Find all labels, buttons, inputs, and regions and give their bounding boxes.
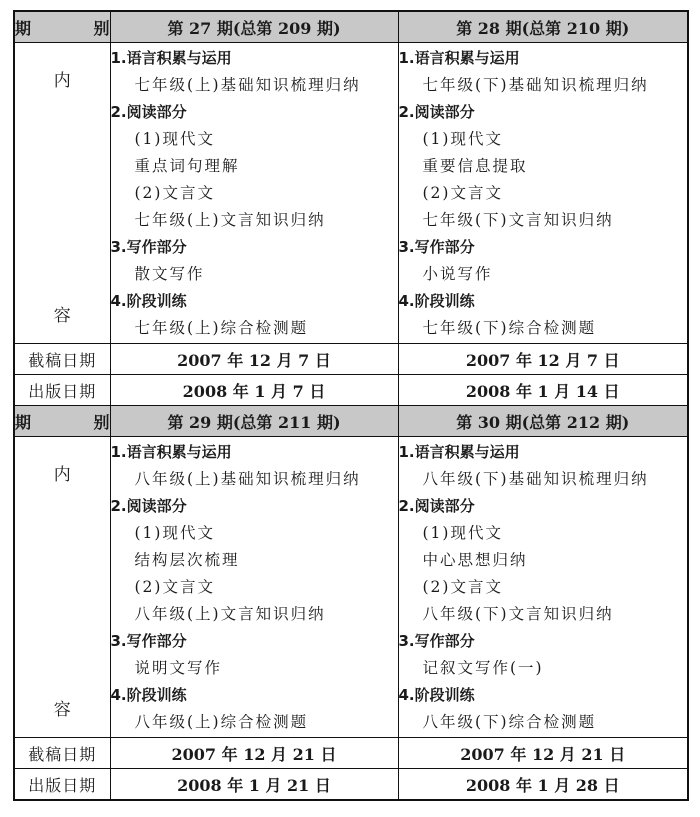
section-heading: 1.语言积累与运用 — [110, 442, 232, 461]
section-heading: 1.语言积累与运用 — [398, 48, 520, 67]
content-label-cell — [14, 43, 110, 344]
section-item: 散文写作 — [134, 264, 205, 283]
content-label — [15, 454, 110, 720]
section-item: 八年级(下)基础知识梳理归纳 — [422, 469, 649, 488]
section-item: (1)现代文 — [422, 129, 503, 148]
content-label — [15, 60, 110, 326]
section-item: 中心思想归纳 — [422, 550, 528, 569]
content-row — [14, 437, 688, 738]
publish-label: 出版日期 — [14, 375, 110, 406]
issue-content — [398, 437, 688, 738]
section-heading: 3.写作部分 — [398, 631, 475, 650]
content-label-top: 内 — [53, 71, 71, 91]
section-heading: 2.阅读部分 — [110, 496, 187, 515]
publish-row — [14, 769, 688, 801]
section-heading: 1.语言积累与运用 — [398, 442, 520, 461]
section-heading: 1.语言积累与运用 — [110, 48, 232, 67]
section-item: 七年级(下)文言知识归纳 — [422, 210, 614, 229]
issue-content — [398, 43, 688, 344]
section-item: 八年级(下)综合检测题 — [422, 712, 597, 731]
schedule-body — [14, 11, 688, 800]
section-item: 七年级(上)综合检测题 — [134, 318, 309, 337]
section-item: 七年级(下)综合检测题 — [422, 318, 597, 337]
section-item: 八年级(上)文言知识归纳 — [134, 604, 326, 623]
content-label-bottom: 容 — [53, 700, 71, 720]
content-label-cell — [14, 437, 110, 738]
section-heading: 4.阶段训练 — [110, 291, 187, 310]
section-item: 八年级(上)综合检测题 — [134, 712, 309, 731]
section-item: (2)文言文 — [134, 577, 215, 596]
section-item: 重点词句理解 — [134, 156, 240, 175]
deadline-date: 2007 年 12 月 7 日 — [398, 344, 688, 375]
section-item: 结构层次梳理 — [134, 550, 240, 569]
period-header-row — [14, 11, 688, 43]
deadline-date: 2007 年 12 月 7 日 — [110, 344, 398, 375]
section-item: (2)文言文 — [422, 183, 503, 202]
section-item: 重要信息提取 — [422, 156, 528, 175]
issue-title: 第 28 期(总第 210 期) — [398, 11, 688, 43]
section-item: (2)文言文 — [422, 577, 503, 596]
section-item: 八年级(下)文言知识归纳 — [422, 604, 614, 623]
issue-title: 第 29 期(总第 211 期) — [110, 406, 398, 437]
section-item: (2)文言文 — [134, 183, 215, 202]
section-item: 说明文写作 — [134, 658, 223, 677]
publish-label: 出版日期 — [14, 769, 110, 801]
deadline-row — [14, 344, 688, 375]
deadline-date: 2007 年 12 月 21 日 — [110, 738, 398, 769]
section-item: 八年级(上)基础知识梳理归纳 — [134, 469, 361, 488]
section-item: 小说写作 — [422, 264, 493, 283]
deadline-label: 截稿日期 — [14, 344, 110, 375]
section-heading: 4.阶段训练 — [110, 685, 187, 704]
section-item: (1)现代文 — [134, 523, 215, 542]
publish-date: 2008 年 1 月 14 日 — [398, 375, 688, 406]
section-item: 七年级(上)基础知识梳理归纳 — [134, 75, 361, 94]
content-row — [14, 43, 688, 344]
section-heading: 2.阅读部分 — [110, 102, 187, 121]
issue-title: 第 27 期(总第 209 期) — [110, 11, 398, 43]
publish-date: 2008 年 1 月 7 日 — [110, 375, 398, 406]
period-label: 期 别 — [14, 11, 110, 43]
section-item: (1)现代文 — [422, 523, 503, 542]
section-heading: 3.写作部分 — [110, 631, 187, 650]
publish-date: 2008 年 1 月 21 日 — [110, 769, 398, 801]
schedule-sheet — [13, 10, 689, 801]
section-item: 七年级(上)文言知识归纳 — [134, 210, 326, 229]
issue-title: 第 30 期(总第 212 期) — [398, 406, 688, 437]
publish-row — [14, 375, 688, 406]
issue-content — [110, 437, 398, 738]
publish-date: 2008 年 1 月 28 日 — [398, 769, 688, 801]
deadline-date: 2007 年 12 月 21 日 — [398, 738, 688, 769]
section-heading: 2.阅读部分 — [398, 102, 475, 121]
period-header-row — [14, 406, 688, 437]
section-heading: 3.写作部分 — [398, 237, 475, 256]
section-item: 七年级(下)基础知识梳理归纳 — [422, 75, 649, 94]
section-item: 记叙文写作(一) — [422, 658, 544, 677]
section-heading: 2.阅读部分 — [398, 496, 475, 515]
section-heading: 4.阶段训练 — [398, 685, 475, 704]
period-label: 期 别 — [14, 406, 110, 437]
section-heading: 3.写作部分 — [110, 237, 187, 256]
section-item: (1)现代文 — [134, 129, 215, 148]
content-label-bottom: 容 — [53, 306, 71, 326]
section-heading: 4.阶段训练 — [398, 291, 475, 310]
issue-schedule-table — [13, 10, 689, 801]
deadline-label: 截稿日期 — [14, 738, 110, 769]
deadline-row — [14, 738, 688, 769]
content-label-top: 内 — [53, 465, 71, 485]
issue-content — [110, 43, 398, 344]
